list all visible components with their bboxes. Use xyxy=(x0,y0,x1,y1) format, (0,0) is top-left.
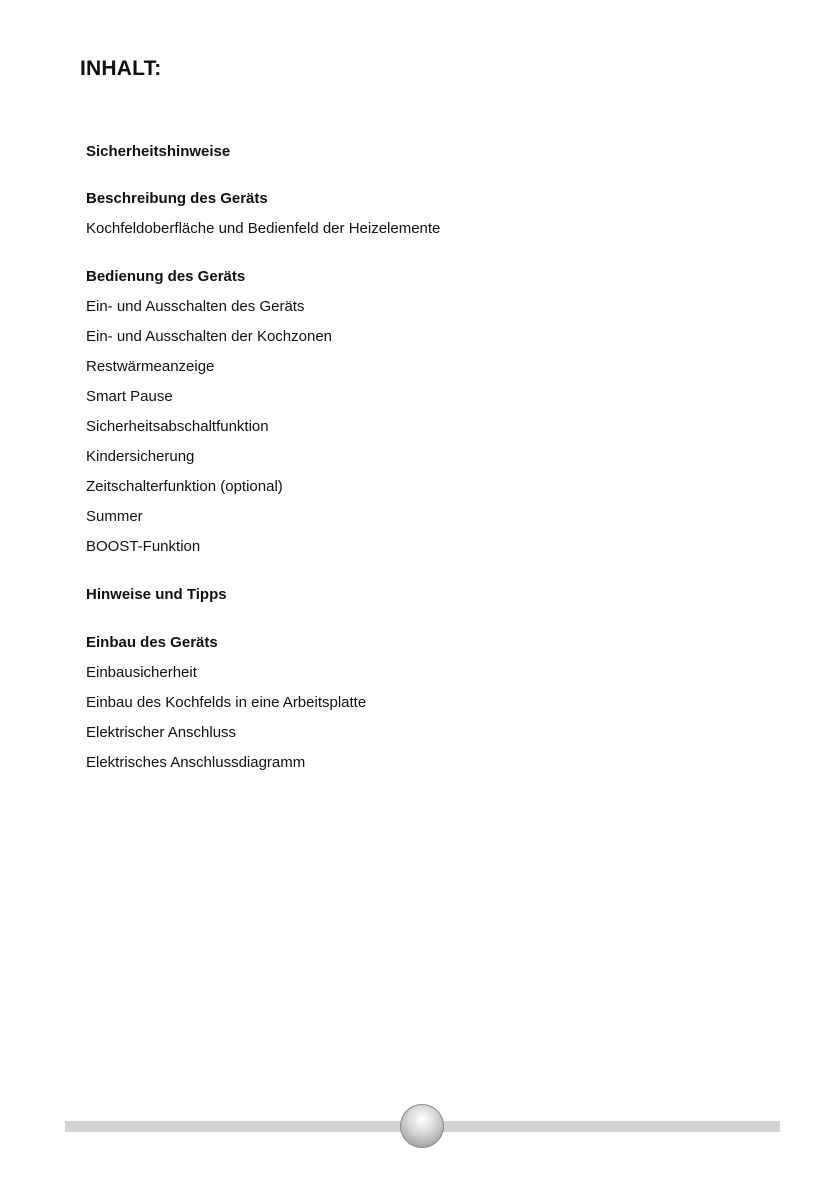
toc-item: Ein- und Ausschalten der Kochzonen xyxy=(86,328,332,345)
page-number-badge xyxy=(400,1104,444,1148)
toc-item: Ein- und Ausschalten des Geräts xyxy=(86,298,305,315)
toc-item: Elektrischer Anschluss xyxy=(86,724,237,741)
toc-heading-bedienung: Bedienung des Geräts xyxy=(86,268,246,285)
toc-item: Summer xyxy=(86,508,143,525)
toc-item: Einbausicherheit xyxy=(86,664,197,681)
toc-item: BOOST-Funktion xyxy=(86,538,201,555)
toc-item: Smart Pause xyxy=(86,388,173,405)
toc-item: Elektrisches Anschlussdiagramm xyxy=(86,754,306,771)
toc-item: Restwärmeanzeige xyxy=(86,358,215,375)
table-of-contents xyxy=(86,0,786,800)
page-title: INHALT: xyxy=(80,57,162,80)
toc-heading-einbau: Einbau des Geräts xyxy=(86,634,218,651)
toc-heading-beschreibung: Beschreibung des Geräts xyxy=(86,190,268,207)
toc-item: Sicherheitsabschaltfunktion xyxy=(86,418,269,435)
toc-heading-sicherheitshinweise: Sicherheitshinweise xyxy=(86,143,231,160)
toc-item: Kochfeldoberfläche und Bedienfeld der Heizelemente xyxy=(86,220,441,237)
toc-item: Einbau des Kochfelds in eine Arbeitsplatte xyxy=(86,694,367,711)
toc-item: Zeitschalterfunktion (optional) xyxy=(86,478,283,495)
toc-item: Kindersicherung xyxy=(86,448,195,465)
toc-heading-hinweise: Hinweise und Tipps xyxy=(86,586,227,603)
